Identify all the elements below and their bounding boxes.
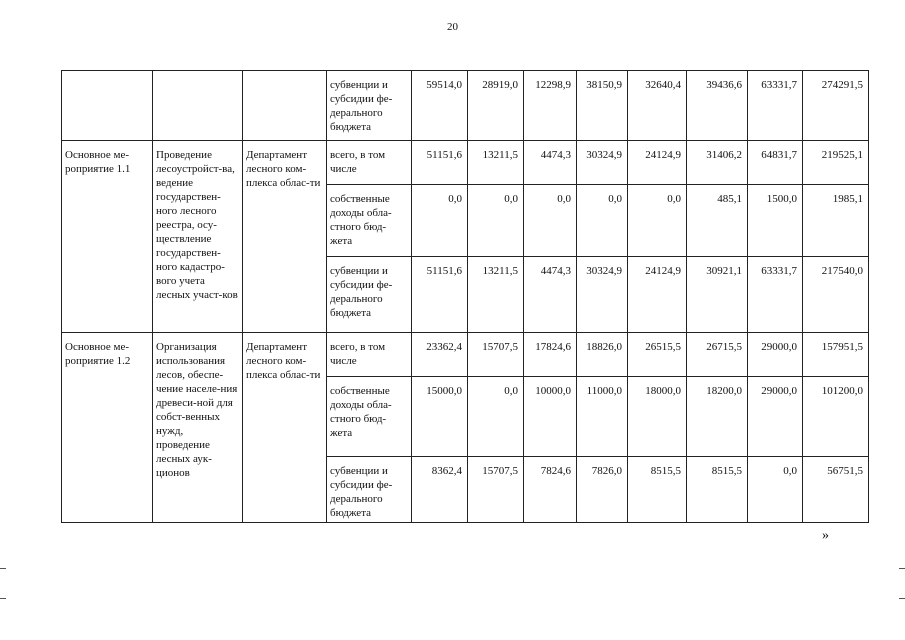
value-cell: 32640,4 (628, 71, 687, 141)
funding-source-cell: субвенции и субсидии фе-дерального бюджета (327, 457, 412, 523)
description-cell: Проведение лесоустройст-ва, ведение государствен-ного лесного реестра, осу-ществление государствен-ного кадастро-вого учета лесных участ-ков (153, 141, 243, 333)
value-cell: 0,0 (628, 185, 687, 257)
value-cell: 30324,9 (577, 141, 628, 185)
measure-cell: Основное ме-роприятие 1.1 (62, 141, 153, 333)
value-cell: 29000,0 (748, 333, 803, 377)
value-cell: 274291,5 (803, 71, 869, 141)
measure-cell (62, 71, 153, 141)
table-row (62, 71, 869, 141)
value-cell: 12298,9 (524, 71, 577, 141)
funding-source-cell: всего, в том числе (327, 333, 412, 377)
value-cell: 0,0 (468, 185, 524, 257)
funding-source-cell: субвенции и субсидии фе-дерального бюджета (327, 71, 412, 141)
value-cell: 8362,4 (412, 457, 468, 523)
value-cell: 64831,7 (748, 141, 803, 185)
value-cell: 157951,5 (803, 333, 869, 377)
value-cell: 63331,7 (748, 71, 803, 141)
value-cell: 15707,5 (468, 457, 524, 523)
description-cell (153, 71, 243, 141)
value-cell: 30921,1 (687, 257, 748, 333)
funding-source-cell: собственные доходы обла-стного бюд-жета (327, 185, 412, 257)
edge-mark (0, 598, 6, 599)
funding-source-cell: субвенции и субсидии фе-дерального бюджета (327, 257, 412, 333)
value-cell: 24124,9 (628, 257, 687, 333)
value-cell: 13211,5 (468, 141, 524, 185)
value-cell: 56751,5 (803, 457, 869, 523)
value-cell: 17824,6 (524, 333, 577, 377)
funding-source-cell: собственные доходы обла-стного бюд-жета (327, 377, 412, 457)
executor-cell (243, 71, 327, 141)
value-cell: 7824,6 (524, 457, 577, 523)
value-cell: 0,0 (577, 185, 628, 257)
value-cell: 29000,0 (748, 377, 803, 457)
value-cell: 7826,0 (577, 457, 628, 523)
value-cell: 24124,9 (628, 141, 687, 185)
value-cell: 217540,0 (803, 257, 869, 333)
value-cell: 4474,3 (524, 141, 577, 185)
page-number: 20 (447, 21, 458, 33)
value-cell: 1985,1 (803, 185, 869, 257)
closing-quote: » (822, 528, 829, 543)
value-cell: 18200,0 (687, 377, 748, 457)
value-cell: 23362,4 (412, 333, 468, 377)
value-cell: 59514,0 (412, 71, 468, 141)
value-cell: 28919,0 (468, 71, 524, 141)
value-cell: 18000,0 (628, 377, 687, 457)
edge-mark (0, 568, 6, 569)
value-cell: 39436,6 (687, 71, 748, 141)
executor-cell: Департамент лесного ком-плекса облас-ти (243, 141, 327, 333)
value-cell: 0,0 (748, 457, 803, 523)
value-cell: 4474,3 (524, 257, 577, 333)
edge-mark (899, 598, 905, 599)
value-cell: 26715,5 (687, 333, 748, 377)
measure-cell: Основное ме-роприятие 1.2 (62, 333, 153, 523)
value-cell: 18826,0 (577, 333, 628, 377)
value-cell: 10000,0 (524, 377, 577, 457)
value-cell: 0,0 (412, 185, 468, 257)
value-cell: 13211,5 (468, 257, 524, 333)
value-cell: 15000,0 (412, 377, 468, 457)
table-row (62, 333, 869, 377)
value-cell: 101200,0 (803, 377, 869, 457)
value-cell: 219525,1 (803, 141, 869, 185)
value-cell: 8515,5 (628, 457, 687, 523)
value-cell: 0,0 (468, 377, 524, 457)
budget-table (61, 70, 869, 523)
value-cell: 11000,0 (577, 377, 628, 457)
executor-cell: Департамент лесного ком-плекса облас-ти (243, 333, 327, 523)
value-cell: 38150,9 (577, 71, 628, 141)
value-cell: 8515,5 (687, 457, 748, 523)
value-cell: 26515,5 (628, 333, 687, 377)
value-cell: 31406,2 (687, 141, 748, 185)
value-cell: 1500,0 (748, 185, 803, 257)
edge-mark (899, 568, 905, 569)
value-cell: 51151,6 (412, 141, 468, 185)
value-cell: 15707,5 (468, 333, 524, 377)
value-cell: 63331,7 (748, 257, 803, 333)
value-cell: 485,1 (687, 185, 748, 257)
value-cell: 51151,6 (412, 257, 468, 333)
value-cell: 30324,9 (577, 257, 628, 333)
funding-source-cell: всего, в том числе (327, 141, 412, 185)
description-cell: Организация использования лесов, обеспе-чение населе-ния древеси-ной для собст-венных нужд, проведение лесных аук-ционов (153, 333, 243, 523)
value-cell: 0,0 (524, 185, 577, 257)
table-row (62, 141, 869, 185)
